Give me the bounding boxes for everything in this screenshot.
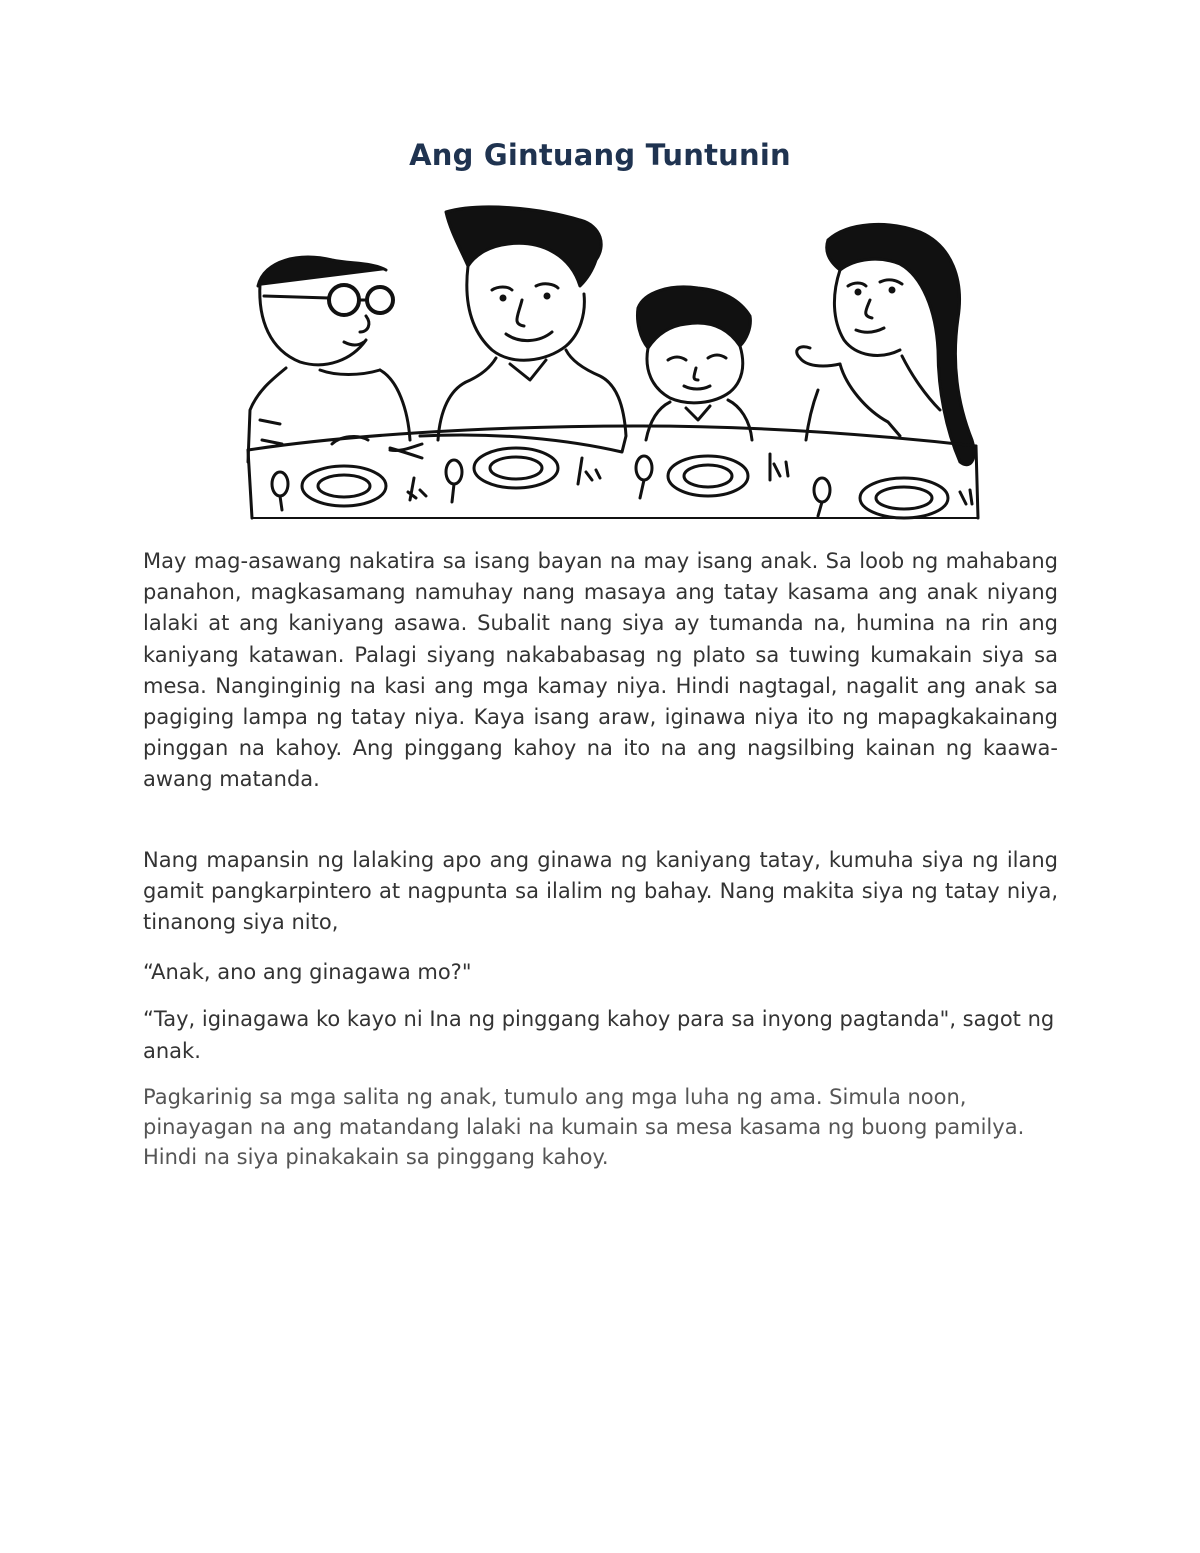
- table-drawing: [248, 426, 978, 518]
- page-title: Ang Gintuang Tuntunin: [409, 138, 791, 172]
- story-paragraph-1: May mag-asawang nakatira sa isang bayan na may isang anak. Sa loob ng mahabang panahon, magkasamang namuhay nang masaya ang tatay kasama ang anak niyang lalaki at ang kaniyang asawa. Subalit nang siya ay tumanda na, humina na rin ang kaniyang katawan. Palagi siyang nakababasag ng plato sa tuwing kumakain siya sa mesa. Nanginginig na kasi ang mga kamay niya. Hindi nagtagal, nagalit ang anak sa pagiging lampa ng tatay niya. Kaya isang araw, iginawa niya ito ng mapagkakainang pinggan na kahoy. Ang pinggang kahoy na ito na ang nagsilbing kainan ng kaawa-awang matanda.: [143, 549, 1058, 792]
- story-paragraph-closing: Pagkarinig sa mga salita ng anak, tumulo ang mga luha ng ama. Simula noon, pinayagan na ang matandang lalaki na kumain sa mesa kasama ng buong pamilya. Hindi na siya pinakakain sa pinggang kahoy.: [143, 1085, 1025, 1169]
- boy-figure: [637, 287, 752, 440]
- grandfather-figure: [248, 257, 410, 462]
- father-figure: [390, 207, 626, 452]
- story-dialogue-2: “Tay, iginagawa ko kayo ni Ina ng pinggang kahoy para sa inyong pagtanda", sagot ng anak.: [143, 1007, 1055, 1063]
- family-dinner-illustration: [240, 200, 982, 524]
- story-dialogue-1: “Anak, ano ang ginagawa mo?": [143, 960, 472, 984]
- story-paragraph-2: Nang mapansin ng lalaking apo ang ginawa ng kaniyang tatay, kumuha siya ng ilang gamit pangkarpintero at nagpunta sa ilalim ng bahay. Nang makita siya ng tatay niya, tinanong siya nito,: [143, 848, 1058, 935]
- mother-figure: [797, 224, 974, 464]
